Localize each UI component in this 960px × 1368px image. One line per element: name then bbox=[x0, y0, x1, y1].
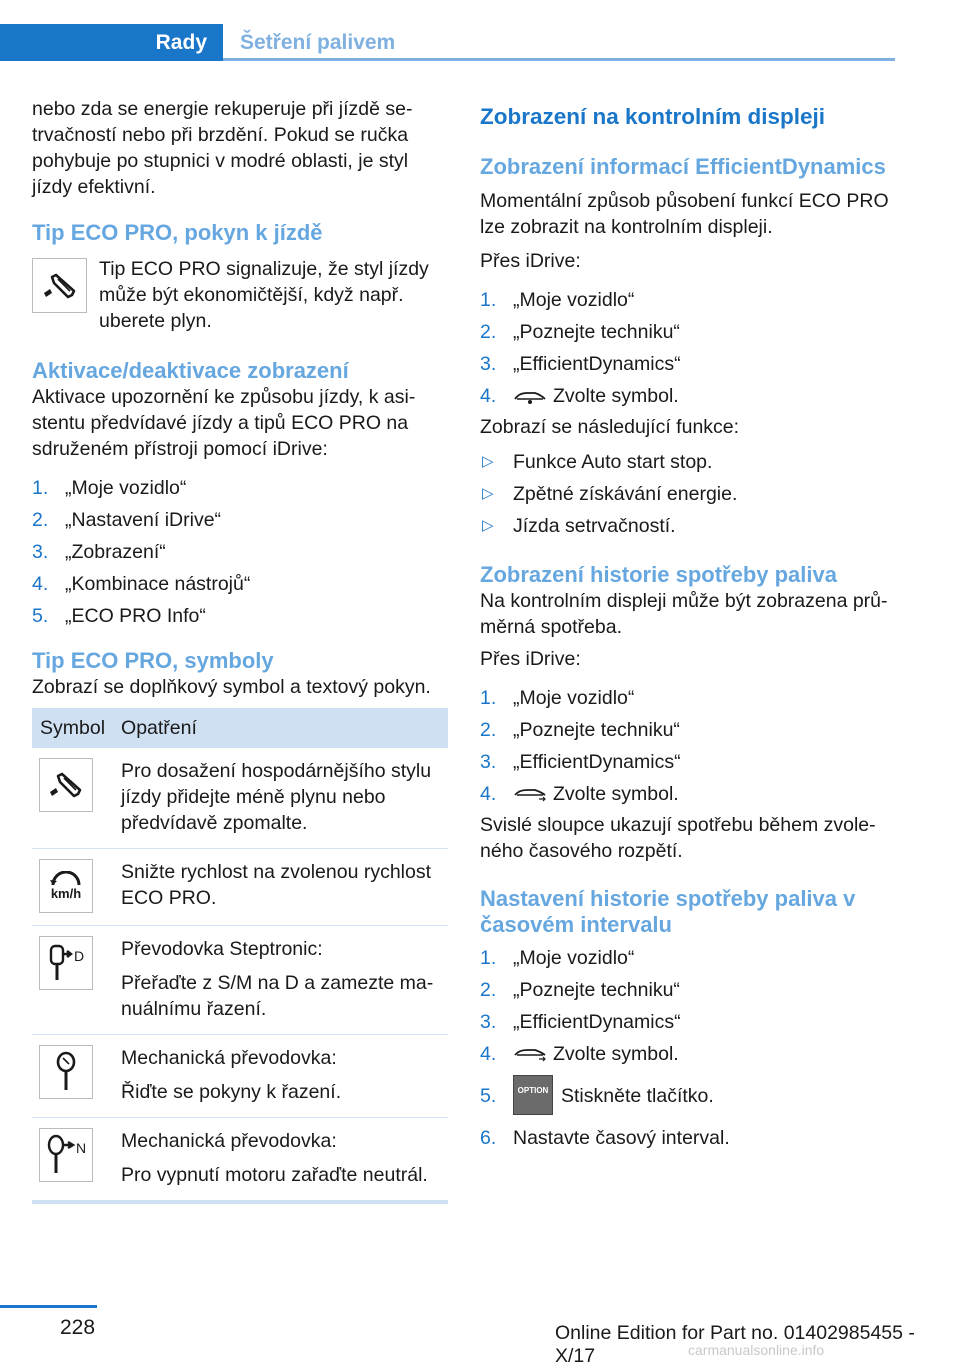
list-item: 2. „Nastavení iDrive“ bbox=[32, 509, 222, 531]
functions-list bbox=[480, 446, 896, 542]
list-item: 1. „Moje vozidlo“ bbox=[480, 289, 635, 311]
footer-rule bbox=[0, 1305, 97, 1308]
history-steps bbox=[480, 682, 896, 810]
list-item: 3. „EfficientDynamics“ bbox=[480, 751, 681, 773]
symbols-text: Zobrazí se doplňkový symbol a textový pokyn. bbox=[32, 676, 431, 698]
manual-shift-n-icon bbox=[39, 1128, 93, 1182]
list-item: 1. „Moje vozidlo“ bbox=[32, 477, 187, 499]
header-rule bbox=[223, 58, 895, 61]
tip-block bbox=[32, 256, 448, 334]
kmh-label: km/h bbox=[50, 886, 82, 901]
watermark: carmanualsonline.info bbox=[688, 1342, 825, 1358]
left-column bbox=[32, 96, 448, 1204]
page-header bbox=[0, 24, 895, 61]
gear-label: D bbox=[74, 948, 85, 964]
symbols-heading: Tip ECO PRO, symboly bbox=[32, 648, 274, 673]
interval-steps bbox=[480, 942, 896, 1154]
list-item: 4. Zvolte symbol. bbox=[480, 385, 679, 407]
info-steps bbox=[480, 284, 896, 412]
car-consumption-icon bbox=[513, 1047, 547, 1063]
gear-label: N bbox=[76, 1140, 87, 1156]
history-text: Na kontrolním displeji může být zobrazena průměrná spotřeba. bbox=[480, 590, 888, 638]
page-number: 228 bbox=[60, 1316, 96, 1339]
list-item: 5. OPTION Stiskněte tlačítko. bbox=[480, 1070, 896, 1122]
via-idrive: Přes iDrive: bbox=[480, 648, 581, 670]
via-idrive: Přes iDrive: bbox=[480, 250, 581, 272]
list-item: 1. „Moje vozidlo“ bbox=[480, 947, 635, 969]
activation-steps bbox=[32, 472, 448, 632]
row-text: Řiďte se pokyny k řazení. bbox=[121, 1081, 342, 1103]
history-heading: Zobrazení historie spotřeby paliva bbox=[480, 562, 837, 587]
info-text: Momentální způsob působení funkcí ECO PRO lze zobrazit na kontrolním displeji. bbox=[480, 190, 889, 238]
intro-paragraph: nebo zda se energie rekuperuje při jízdě setrvačností nebo při brzdění. Pokud se ručka pohybuje po stupnici v modré oblasti, je styl jízdy efektivní. bbox=[32, 98, 413, 198]
row-text: Pro vypnutí motoru zařaďte neutrál. bbox=[121, 1164, 428, 1186]
list-item: 2. „Poznejte techniku“ bbox=[480, 719, 680, 741]
table-row bbox=[32, 1118, 448, 1203]
list-item: 2. „Poznejte techniku“ bbox=[480, 979, 680, 1001]
edition-text: Online Edition for Part no. 01402985455 - X/17 bbox=[555, 1322, 915, 1367]
list-item: ▷ Zpětné získávání energie. bbox=[482, 483, 738, 505]
functions-text: Zobrazí se následující funkce: bbox=[480, 416, 740, 438]
foot-pedal-icon bbox=[32, 258, 87, 313]
interval-heading: Nastavení historie spotřeby paliva v časovém intervalu bbox=[480, 886, 856, 937]
list-item: 6. Nastavte časový interval. bbox=[480, 1127, 730, 1149]
row-text: Převodovka Steptronic: bbox=[121, 938, 323, 960]
info-heading: Zobrazení informací EfficientDynamics bbox=[480, 154, 886, 179]
table-row bbox=[32, 849, 448, 926]
tip-text: Tip ECO PRO signalizuje, že styl jízdy může být ekonomičtější, když např. uberete plyn. bbox=[99, 258, 429, 332]
table-row bbox=[32, 1035, 448, 1118]
list-item: 4. Zvolte symbol. bbox=[480, 783, 679, 805]
header-section: Rady bbox=[0, 24, 223, 61]
car-consumption-icon bbox=[513, 787, 547, 803]
symbols-table bbox=[32, 708, 448, 1204]
list-item: 4. Zvolte symbol. bbox=[480, 1043, 679, 1065]
row-text: Pro dosažení hospodárnějšího stylu jízdy přidejte méně plynu nebo předvídavě zpomalte. bbox=[121, 760, 432, 834]
table-row bbox=[32, 748, 448, 849]
activation-heading: Aktivace/deaktivace zobrazení bbox=[32, 358, 349, 383]
column-header-symbol: Symbol bbox=[32, 708, 113, 748]
row-text: Mechanická převodovka: bbox=[121, 1130, 337, 1152]
tip-heading: Tip ECO PRO, pokyn k jízdě bbox=[32, 220, 323, 245]
list-item: ▷ Jízda setrvačností. bbox=[482, 515, 676, 537]
table-row bbox=[32, 926, 448, 1035]
section-heading: Zobrazení na kontrolním displeji bbox=[480, 104, 826, 129]
list-item: 2. „Poznejte techniku“ bbox=[480, 321, 680, 343]
list-item: 1. „Moje vozidlo“ bbox=[480, 687, 635, 709]
row-text: Snižte rychlost na zvolenou rychlost ECO PRO. bbox=[121, 861, 432, 909]
list-item: 4. „Kombinace nástrojů“ bbox=[32, 573, 251, 595]
history-note: Svislé sloupce ukazují spotřebu během zvoleného časového rozpětí. bbox=[480, 814, 876, 862]
list-item: 3. „EfficientDynamics“ bbox=[480, 1011, 681, 1033]
right-column bbox=[480, 104, 896, 1154]
activation-text: Aktivace upozornění ke způsobu jízdy, k asistentu předvídavé jízdy a tipů ECO PRO na sdruženém přístroji pomocí iDrive: bbox=[32, 386, 416, 460]
column-header-action: Opatření bbox=[113, 708, 448, 748]
gear-lever-d-icon bbox=[39, 936, 93, 990]
manual-shift-icon bbox=[39, 1045, 93, 1099]
row-text: Mechanická převodovka: bbox=[121, 1047, 337, 1069]
list-item: 3. „EfficientDynamics“ bbox=[480, 353, 681, 375]
list-item: ▷ Funkce Auto start stop. bbox=[482, 451, 713, 473]
car-icon bbox=[513, 389, 547, 405]
list-item: 5. „ECO PRO Info“ bbox=[32, 605, 206, 627]
row-text: Přeřaďte z S/M na D a zamezte manuálnímu řazení. bbox=[121, 972, 434, 1020]
speedometer-kmh-icon bbox=[39, 859, 93, 913]
list-item: 3. „Zobrazení“ bbox=[32, 541, 166, 563]
option-button-icon: OPTION bbox=[513, 1075, 553, 1115]
foot-pedal-icon bbox=[39, 758, 93, 812]
header-chapter: Šetření palivem bbox=[223, 24, 895, 61]
